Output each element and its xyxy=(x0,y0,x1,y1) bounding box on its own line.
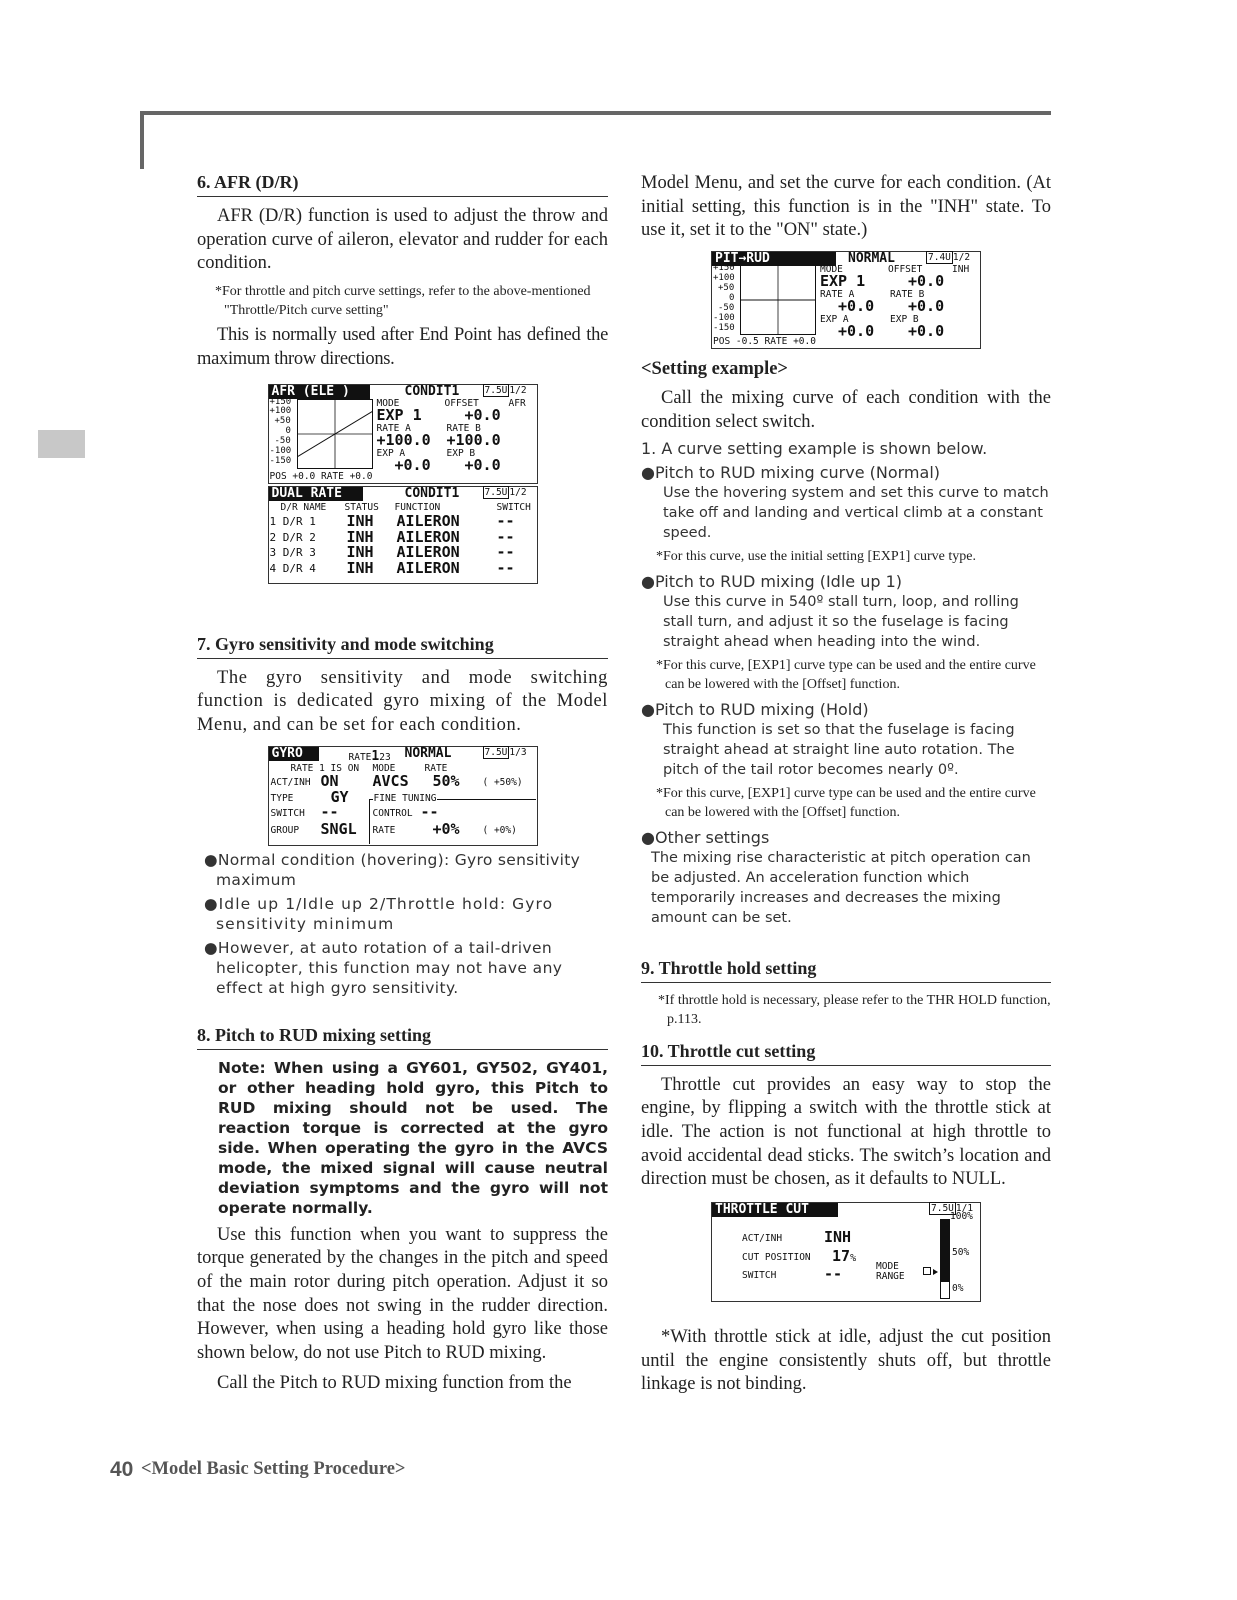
gyro-type-label: TYPE xyxy=(270,792,294,804)
dr-row-status: INH xyxy=(346,558,374,577)
afr-yticks xyxy=(270,398,292,467)
gyro-switch-label: SWITCH xyxy=(270,807,305,819)
pit-rud-rateb-label: RATE B xyxy=(890,289,925,301)
other-settings-title: ●Other settings xyxy=(641,827,770,847)
pit-rud-expb-value: +0.0 xyxy=(908,322,945,341)
pit-rud-mode-value: EXP 1 xyxy=(820,272,866,291)
throttle-cut-position-unit: % xyxy=(850,1253,857,1265)
afr-screen-title: AFR (ELE ) xyxy=(269,385,370,399)
gyro-rate-text: RATE xyxy=(348,751,372,763)
gyro-condition: NORMAL xyxy=(404,745,452,761)
throttle-cut-range-label: RANGE xyxy=(876,1271,905,1283)
top-rule xyxy=(140,111,1051,115)
gyro-switch-value: -- xyxy=(320,802,339,821)
example-item-title: ●Pitch to RUD mixing (Idle up 1) xyxy=(641,571,903,591)
col-status: STATUS xyxy=(344,501,379,513)
gyro-rate-number: 1 xyxy=(371,748,380,764)
throttle-cut-mode-label: MODE xyxy=(876,1261,899,1273)
dr-row-name: 1 D/R 1 xyxy=(269,514,316,528)
throttle-cut-version-box: 7.5U xyxy=(931,1203,954,1215)
dual-rate-version-box: 7.5U xyxy=(484,486,508,498)
gyro-control-value: -- xyxy=(420,802,439,821)
dual-rate-page: 1/2 xyxy=(509,486,527,498)
afr-ytick: +50 xyxy=(274,416,291,427)
gyro-title: GYRO xyxy=(269,747,319,761)
pit-rud-pos-line: POS -0.5 RATE +0.0 xyxy=(713,336,816,348)
dual-rate-screen xyxy=(268,486,538,584)
dr-row-switch: -- xyxy=(496,542,515,561)
dr-row-switch: -- xyxy=(496,511,515,530)
pit-rud-ratea-value: +0.0 xyxy=(838,297,875,316)
gyro-type-value: GY xyxy=(330,787,349,806)
gyro-version xyxy=(483,747,527,758)
pit-rud-offset-label: OFFSET xyxy=(888,264,923,276)
example-item-note: *For this curve, [EXP1] curve type can be used and the entire curve can be lowered with the [Offset] function. xyxy=(656,657,1036,692)
gyro-frate-value: +0% xyxy=(432,819,460,838)
pit-rud-curve-graph xyxy=(740,265,816,335)
section-9-note: *If throttle hold is necessary, please refer to the THR HOLD function, p.113. xyxy=(658,992,1051,1027)
setting-example-paragraph: Call the mixing curve of each condition with the condition select switch. xyxy=(641,388,1051,432)
afr-expa-label: EXP A xyxy=(376,447,406,459)
example-item-note: *For this curve, use the initial setting [EXP1] curve type. xyxy=(656,548,976,564)
pit-rud-mode-label: MODE xyxy=(820,264,843,276)
pit-rud-offset-value: +0.0 xyxy=(908,272,945,291)
col-dr-name: D/R NAME xyxy=(280,501,327,513)
pit-rud-expa-value: +0.0 xyxy=(838,322,875,341)
section-8-continued: Model Menu, and set the curve for each condition. (At initial setting, this function is in the "INH" state. To use it, set it to the "ON" state.) xyxy=(641,173,1051,241)
throttle-cut-page: 1/1 xyxy=(955,1203,974,1215)
afr-ratea-value: +100.0 xyxy=(376,430,431,449)
dr-row-switch: -- xyxy=(496,527,515,546)
throttle-cut-switch-value: -- xyxy=(824,1265,843,1284)
dual-rate-title: DUAL RATE xyxy=(269,487,363,501)
pit-rud-screen xyxy=(711,251,981,349)
afr-ratea-label: RATE A xyxy=(376,422,411,434)
afr-curve-graph xyxy=(297,399,373,469)
throttle-cut-position-number: 17 xyxy=(832,1247,851,1266)
afr-ytick: -50 xyxy=(274,436,291,447)
col-switch: SWITCH xyxy=(496,501,531,513)
example-item-desc: Use the hovering system and set this curve to match take off and landing and vertical climb at a constant speed. xyxy=(663,484,1049,541)
dr-row-function: AILERON xyxy=(396,511,460,530)
pit-rud-ytick: +100 xyxy=(713,273,735,284)
gyro-rate2-label: RATE xyxy=(424,762,448,774)
afr-rateb-value: +100.0 xyxy=(446,430,501,449)
other-settings-desc: The mixing rise characteristic at pitch operation can be adjusted. An acceleration function which temporarily increases and decreases the mixing amount can be set. xyxy=(651,849,1031,926)
dr-row-name: 2 D/R 2 xyxy=(269,530,316,544)
dr-row-switch: -- xyxy=(496,558,515,577)
gyro-fine-label: FINE TUNING xyxy=(373,792,437,804)
gyro-rate-value: 50% xyxy=(432,771,460,790)
gyro-act-label: ACT/INH xyxy=(270,776,311,788)
gyro-frate-label: RATE xyxy=(372,824,396,836)
throttle-stick-marker xyxy=(923,1267,931,1275)
gyro-group-label: GROUP xyxy=(270,824,300,836)
afr-mode-value: EXP 1 xyxy=(376,405,422,424)
afr-ytick: -100 xyxy=(269,446,292,457)
afr-offset-label: OFFSET xyxy=(444,397,479,409)
right-column xyxy=(641,172,1051,1397)
setting-example-step: 1. A curve setting example is shown below. xyxy=(641,438,988,458)
page-number: 40 xyxy=(110,1458,134,1481)
dr-row-function: AILERON xyxy=(396,558,460,577)
afr-version-box: 7.5U xyxy=(484,384,508,396)
example-item-desc: Use this curve in 540º stall turn, loop, and rolling stall turn, and adjust it so the fuselage is facing straight ahead when heading into the wind. xyxy=(663,593,1019,650)
afr-afr-label: AFR xyxy=(508,397,526,409)
afr-version xyxy=(483,385,527,396)
section-7-paragraph: The gyro sensitivity and mode switching function is dedicated gyro mixing of the Model Menu, and can be set for each condition. xyxy=(197,667,608,735)
section-6-paragraph: AFR (D/R) function is used to adjust the throw and operation curve of aileron, elevator and rudder for each condition. xyxy=(197,206,608,274)
left-column xyxy=(197,172,608,1396)
afr-page: 1/2 xyxy=(509,384,527,396)
pit-rud-ytick: 0 xyxy=(729,292,735,303)
dr-row-status: INH xyxy=(346,511,374,530)
section-10-paragraph: Throttle cut provides an easy way to stop the engine, by flipping a switch with the throttle stick at idle. The action is not functional at high throttle to avoid accidental dead sticks. The switch’s location and direction must be chosen, as it defaults to NULL. xyxy=(641,1074,1051,1190)
dual-rate-condition: CONDIT1 xyxy=(404,485,460,501)
pit-rud-condition: NORMAL xyxy=(848,251,895,267)
gyro-bullet: ●Normal condition (hovering): Gyro sensitivity maximum xyxy=(204,850,581,889)
pit-rud-rateb-value: +0.0 xyxy=(908,297,945,316)
section-8-paragraph-2: Call the Pitch to RUD mixing function from the xyxy=(217,1372,572,1393)
afr-screen xyxy=(268,384,538,484)
afr-expb-label: EXP B xyxy=(446,447,476,459)
throttle-cut-position-value xyxy=(832,1247,856,1265)
throttle-bar-50: 50% xyxy=(952,1247,970,1259)
gyro-page: 1/3 xyxy=(509,746,527,758)
pit-rud-version-box: 7.4U xyxy=(928,252,951,264)
dr-row-function: AILERON xyxy=(396,542,460,561)
gyro-version-box: 7.5U xyxy=(484,746,508,758)
pit-rud-ratea-label: RATE A xyxy=(820,289,855,301)
afr-ytick: +150 xyxy=(269,396,292,407)
throttle-bar-fill xyxy=(941,1220,949,1282)
gyro-frate-paren: ( +0%) xyxy=(482,824,517,836)
pit-rud-expa-label: EXP A xyxy=(820,314,849,326)
pit-rud-page: 1/2 xyxy=(952,252,971,264)
corner-rule xyxy=(140,111,144,169)
gyro-line1: RATE 1 IS ON xyxy=(290,762,360,774)
throttle-bar-100: 100% xyxy=(950,1211,973,1223)
afr-ytick: 0 xyxy=(285,426,291,437)
section-6-note: *For throttle and pitch curve settings, refer to the above-mentioned "Throttle/Pitch curve setting" xyxy=(215,284,591,319)
afr-rateb-label: RATE B xyxy=(446,422,481,434)
throttle-cut-title: THROTTLE CUT xyxy=(712,1203,838,1217)
dr-row-name: 3 D/R 3 xyxy=(269,545,316,559)
pit-rud-ytick: -150 xyxy=(713,322,735,333)
pit-rud-expb-label: EXP B xyxy=(890,314,919,326)
dr-row-status: INH xyxy=(346,542,374,561)
side-tab xyxy=(38,430,85,458)
gyro-screen xyxy=(268,746,538,846)
gyro-mode-label: MODE xyxy=(372,762,396,774)
pit-rud-inh-label: INH xyxy=(952,264,970,276)
throttle-cut-screen xyxy=(711,1202,981,1302)
example-item-title: ●Pitch to RUD mixing curve (Normal) xyxy=(641,462,940,482)
gyro-rate-label xyxy=(349,749,391,764)
afr-ytick: -150 xyxy=(269,455,292,466)
section-8-note: Note: When using a GY601, GY502, GY401, or other heading hold gyro, this Pitch to RUD mixing should not be used. The reaction torque is corrected at the gyro side. When operating the gyro in the AVCS mode, the mixed signal will cause neutral deviation symptoms and the gyro will not operate normally. xyxy=(218,1058,608,1217)
gyro-bullet: ●Idle up 1/Idle up 2/Throttle hold: Gyro sensitivity minimum xyxy=(204,894,554,933)
afr-condition: CONDIT1 xyxy=(404,383,460,399)
pit-rud-ytick: -100 xyxy=(713,312,735,323)
throttle-cut-act-value: INH xyxy=(824,1228,852,1247)
dr-row-status: INH xyxy=(346,527,374,546)
example-item-title: ●Pitch to RUD mixing (Hold) xyxy=(641,699,869,719)
dual-rate-version xyxy=(483,487,527,498)
dr-row-name: 4 D/R 4 xyxy=(269,561,316,575)
afr-expb-value: +0.0 xyxy=(464,455,501,474)
throttle-cut-position-label: CUT POSITION xyxy=(742,1252,811,1264)
setting-example-heading: <Setting example> xyxy=(641,359,788,380)
pit-rud-ytick: -50 xyxy=(718,302,735,313)
section-8-heading: 8. Pitch to RUD mixing setting xyxy=(197,1025,608,1050)
section-8-paragraph: Use this function when you want to suppress the torque generated by the changes in the pitch and speed of the main rotor during pitch operation. Adjust it so that the nose does not swing in the rudder direction. However, when using a heading hold gyro like those shown below, do not use Pitch to RUD mixing. xyxy=(197,1224,608,1364)
pit-rud-ytick: +150 xyxy=(713,263,735,274)
page-footer-title: <Model Basic Setting Procedure> xyxy=(141,1459,406,1479)
dr-row-function: AILERON xyxy=(396,527,460,546)
gyro-act-value: ON xyxy=(320,771,339,790)
section-10-paragraph-2: *With throttle stick at idle, adjust the cut position until the engine consistently shuts off, but throttle linkage is not binding. xyxy=(641,1327,1051,1395)
col-function: FUNCTION xyxy=(394,501,441,513)
section-10-heading: 10. Throttle cut setting xyxy=(641,1041,1051,1066)
pit-rud-title: PIT→RUD xyxy=(712,252,836,266)
example-item-note: *For this curve, [EXP1] curve type can be used and the entire curve can be lowered with the [Offset] function. xyxy=(656,785,1036,820)
gyro-rate-rest: 23 xyxy=(379,751,391,763)
gyro-control-label: CONTROL xyxy=(372,807,413,819)
section-6-paragraph-2: This is normally used after End Point has defined the maximum throw directions. xyxy=(197,325,608,369)
gyro-mode-value: AVCS xyxy=(372,771,409,790)
afr-offset-value: +0.0 xyxy=(464,405,501,424)
example-item-desc: This function is set so that the fuselage is facing straight ahead at straight line auto rotation. The pitch of the tail rotor becomes nearly 0º. xyxy=(663,721,1015,778)
pit-rud-ytick: +50 xyxy=(718,282,735,293)
throttle-bar-0: 0% xyxy=(952,1283,964,1295)
gyro-group-value: SNGL xyxy=(320,819,357,838)
section-9-heading: 9. Throttle hold setting xyxy=(641,958,1051,983)
afr-pos-line: POS +0.0 RATE +0.0 xyxy=(269,470,373,482)
afr-mode-label: MODE xyxy=(376,397,400,409)
throttle-bar xyxy=(940,1219,950,1299)
pit-rud-version xyxy=(926,252,970,263)
afr-expa-value: +0.0 xyxy=(394,455,431,474)
throttle-cut-arrow xyxy=(933,1269,938,1275)
section-6-heading: 6. AFR (D/R) xyxy=(197,172,608,197)
gyro-bullet: ●However, at auto rotation of a tail-driven helicopter, this function may not have any effect at high gyro sensitivity. xyxy=(204,938,563,997)
throttle-cut-act-label: ACT/INH xyxy=(742,1233,783,1245)
section-7-heading: 7. Gyro sensitivity and mode switching xyxy=(197,634,608,659)
pit-rud-yticks xyxy=(713,264,735,333)
afr-ytick: +100 xyxy=(269,406,292,417)
gyro-rate-paren: ( +50%) xyxy=(482,776,523,788)
throttle-cut-switch-label: SWITCH xyxy=(742,1270,777,1282)
